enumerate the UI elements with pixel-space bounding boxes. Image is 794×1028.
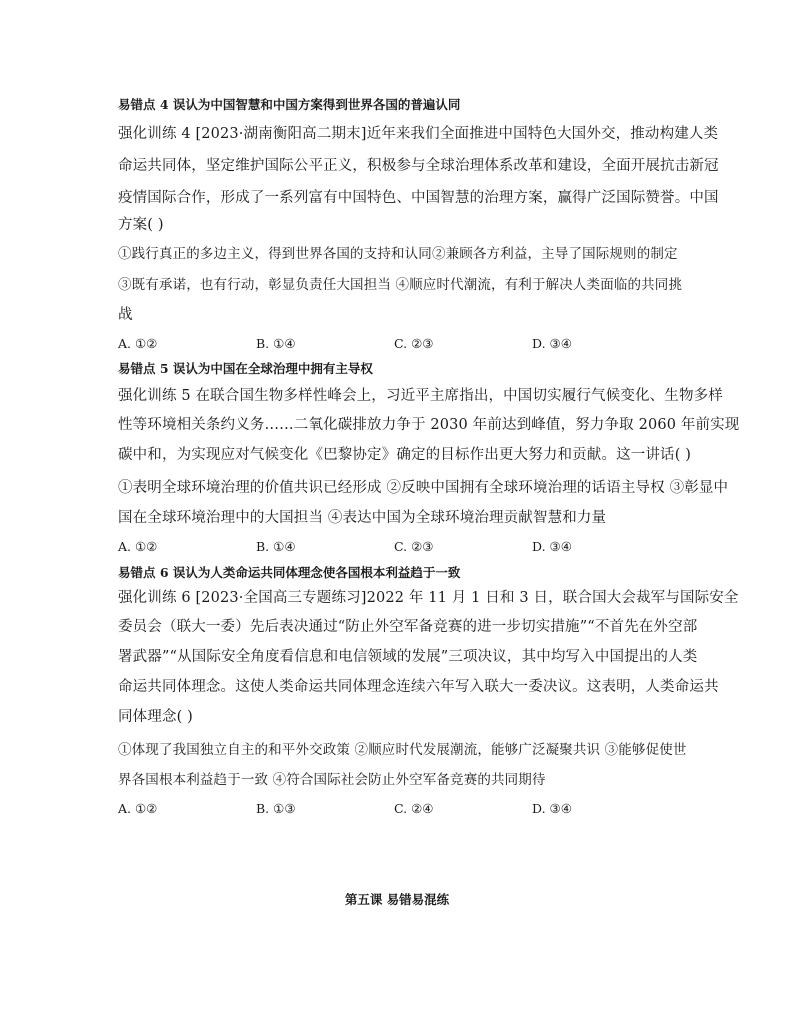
option-b[interactable]: B. ①③ [256, 801, 296, 816]
statement-line: ①表明全球环境治理的价值共识已经形成 ②反映中国拥有全球环境治理的话语主导权 ③彰显中 [118, 480, 729, 496]
question-text-line: 命运共同体，坚定维护国际公平正义，积极参与全球治理体系改革和建设，全面开展抗击新冠 [118, 158, 719, 174]
option-a[interactable]: A. ①② [118, 336, 158, 351]
question-text-line: 强化训练 4 [2023·湖南衡阳高二期末]近年来我们全面推进中国特色大国外交，推动构建人类 [118, 126, 719, 142]
question-text-line: 委员会（联大一委）先后表决通过“防止外空军备竞赛的进一步切实措施”“不首先在外空部 [118, 619, 698, 635]
question-text-line: 方案( ) [118, 217, 164, 233]
statement-line: ③既有承诺，也有行动，彰显负责任大国担当 ④顺应时代潮流，有利于解决人类面临的共同挑 [118, 277, 683, 293]
statement-line: 界各国根本利益趋于一致 ④符合国际社会防止外空军备竞赛的共同期待 [118, 772, 546, 788]
option-d[interactable]: D. ③④ [532, 801, 572, 816]
statement-line: 国在全球环境治理中的大国担当 ④表达中国为全球环境治理贡献智慧和力量 [118, 510, 607, 526]
option-c[interactable]: C. ②③ [394, 336, 434, 351]
statement-line: ①践行真正的多边主义，得到世界各国的支持和认同②兼顾各方利益，主导了国际规则的制定 [118, 246, 678, 262]
option-b[interactable]: B. ①④ [256, 539, 296, 554]
lesson-footer-title: 第五课 易错易混练 [344, 892, 450, 907]
option-c[interactable]: C. ②④ [394, 801, 434, 816]
question-text-line: 同体理念( ) [118, 709, 193, 725]
question-text-line: 署武器”“从国际安全角度看信息和电信领域的发展”三项决议，其中均写入中国提出的人类 [118, 649, 698, 665]
question-text-line: 疫情国际合作，形成了一系列富有中国特色、中国智慧的治理方案，赢得广泛国际赞誉。中国 [118, 190, 719, 206]
section-heading: 易错点 6 误认为人类命运共同体理念使各国根本利益趋于一致 [118, 565, 461, 580]
question-text-line: 强化训练 5 在联合国生物多样性峰会上，习近平主席指出，中国切实履行气候变化、生物多样 [118, 388, 723, 404]
question-text-line: 命运共同体理念。这使人类命运共同体理念连续六年写入联大一委决议。这表明，人类命运共 [118, 679, 719, 695]
option-b[interactable]: B. ①④ [256, 336, 296, 351]
option-c[interactable]: C. ②③ [394, 539, 434, 554]
statement-line: ①体现了我国独立自主的和平外交政策 ②顺应时代发展潮流，能够广泛凝聚共识 ③能够促使世 [118, 742, 687, 758]
option-d[interactable]: D. ③④ [532, 336, 572, 351]
option-a[interactable]: A. ①② [118, 539, 158, 554]
question-text-line: 碳中和，为实现应对气候变化《巴黎协定》确定的目标作出更大努力和贡献。这一讲话( ) [118, 447, 692, 463]
section-heading: 易错点 5 误认为中国在全球治理中拥有主导权 [118, 361, 373, 376]
section-heading: 易错点 4 误认为中国智慧和中国方案得到世界各国的普遍认同 [118, 97, 461, 112]
question-text-line: 强化训练 6 [2023·全国高三专题练习]2022 年 11 月 1 日和 3 日，联合国大会裁军与国际安全 [118, 590, 739, 606]
option-d[interactable]: D. ③④ [532, 539, 572, 554]
question-text-line: 性等环境相关条约义务……二氧化碳排放力争于 2030 年前达到峰值，努力争取 2060 年前实现 [118, 417, 740, 433]
statement-line: 战 [118, 307, 133, 323]
option-a[interactable]: A. ①② [118, 801, 158, 816]
